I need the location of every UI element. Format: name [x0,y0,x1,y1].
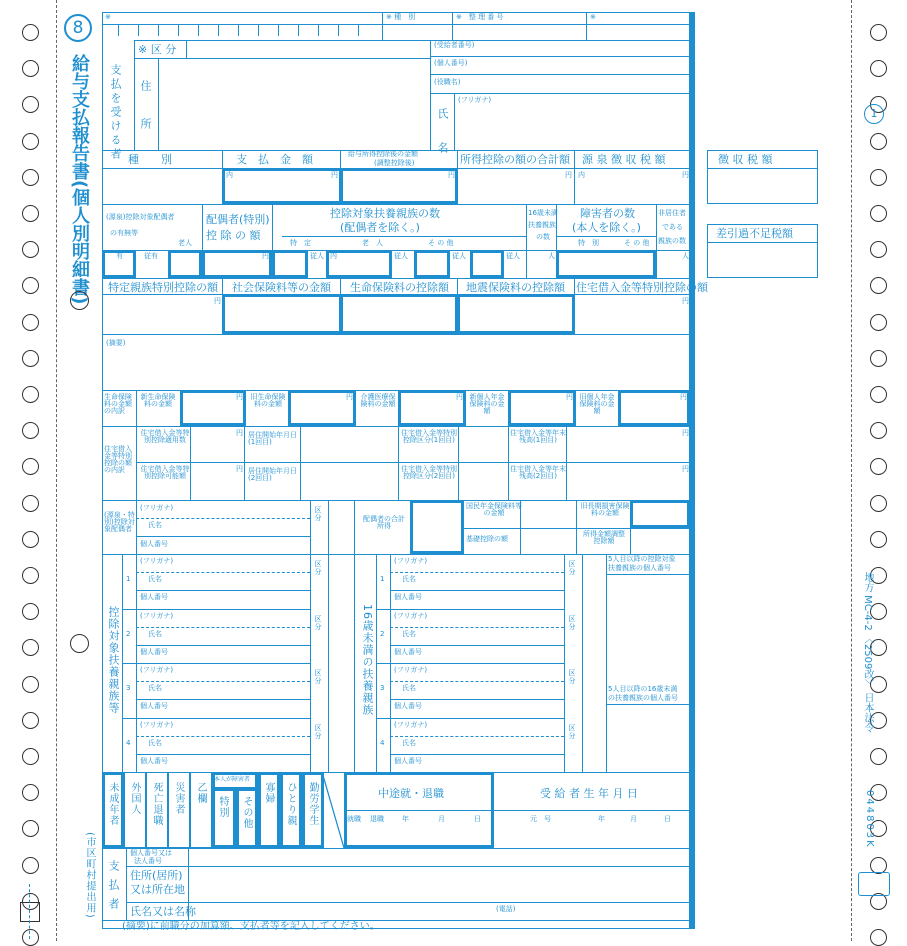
sprocket-hole [22,857,39,874]
name-label: 氏 名 [436,108,449,159]
sprocket-hole [22,422,39,439]
sprocket-hole [22,784,39,801]
en-housing-3: 円 [682,429,689,437]
dependents-right-group: 16歳未満の扶養親族 [361,604,374,716]
sprocket-hole [22,96,39,113]
sprocket-hole [870,133,887,150]
en-mark-3: 円 [565,171,572,179]
housing-start2: 居住開始年月日(2回目) [248,467,297,482]
u16-dash [390,572,564,573]
dep-number: 個人番号 [140,702,168,710]
en-mark-1: 円 [331,171,338,179]
rojin2-label: 老 人 [362,239,383,247]
gensen-header: 源 泉 徴 収 税 額 [582,153,666,166]
u16-furigana: (フリガナ) [394,666,428,674]
shakai-hoken-box[interactable] [222,294,342,334]
status-miseinen-label: 未成年者 [107,782,118,826]
en-ins-2: 円 [682,297,689,305]
jutai-mark: 従有 [144,252,158,260]
u16-header-1: 16歳未満 [528,209,558,217]
left-perforation [56,0,57,941]
form-title: 給与支払報告書(個人別明細書) [69,54,90,305]
birth-label: 受 給 者 生 年 月 日 [540,787,638,800]
note-over5-2: 扶養親族の個人番号 [608,564,671,572]
dep-dash [136,572,310,573]
copy-number-badge [864,104,884,124]
shakai-hoken-header: 社会保険料等の金額 [232,281,331,294]
dep-row-number: 2 [126,629,131,638]
haigusha-sub: の有無等 [110,229,138,237]
en-housing-1: 円 [236,429,243,437]
u16-kubun: 区分 [568,723,576,740]
payer-group: 支払者 [107,860,120,917]
status-gaikokujin-label: 外国人 [129,782,140,815]
sprocket-hole [870,314,887,331]
dep-row-number: 3 [126,684,131,692]
u16-kubun: 区分 [568,669,576,685]
u16-header-3: の数 [536,233,550,241]
publisher-logo-icon [858,872,890,896]
sprocket-hole [22,603,39,620]
shushoku-label: 就職 [347,815,361,823]
life-ins-group: 生命保険料の金額の内訳 [104,393,132,415]
dep-furigana: (フリガナ) [140,666,174,674]
tick-mark [358,24,359,36]
tick-mark [298,24,299,36]
dep-number: 個人番号 [140,593,168,601]
housing-start1: 居住開始年月日(1回目) [248,431,297,446]
tokutei-label: 特 定 [290,239,311,247]
sprocket-hole [22,567,39,584]
housing-kano-gaku: 住宅借入金等特別控除可能額 [140,465,190,480]
haigusha-tokubetsu-sub: 控 除 の 額 [206,229,261,242]
recipient-group-label: 支払を受ける者 [109,64,122,162]
shiharai-amount-box[interactable] [222,168,342,204]
kind-label: ※ 種 別 [386,13,416,21]
right-perforation [851,0,852,941]
spouse-gokei-shotoku: 配偶者の合計所得 [363,515,405,530]
dep-row-sep [122,718,310,719]
uchi-mark-dep: 内 [330,252,337,260]
housing-kubun1: 住宅借入金等特別控除区分(1回目) [401,429,457,444]
tick-mark [178,24,179,36]
sprocket-hole [22,350,39,367]
tekiyo-label: (摘要) [106,339,126,347]
kokumin-nenkin: 国民年金保険料等の金額 [466,502,522,517]
u16-row-number: 3 [380,684,385,692]
sprocket-hole [22,748,39,765]
dep-row-sep [122,609,310,610]
u16-line [390,645,564,646]
status-kinro-label: 勤労学生 [307,782,318,826]
u16-furigana: (フリガナ) [394,720,428,729]
status-hitorioya-label: ひとり親 [285,782,296,826]
dep-name: 氏名 [148,738,162,747]
note-over5-1: 5人目以降の控除対象 [608,555,676,563]
sprocket-hole [870,495,887,512]
housing-group: 住宅借入金等特別控除の額の内訳 [104,445,132,474]
sprocket-hole [22,169,39,186]
sprocket-hole [870,386,887,403]
en-ins-1: 円 [214,297,221,305]
sprocket-hole [22,676,39,693]
u16-furigana: (フリガナ) [394,611,428,620]
fuyo-sub: (配偶者を除く。) [340,221,420,234]
spouse-number: 個人番号 [140,540,168,548]
dep-dash [136,627,310,628]
u16-row-number: 1 [380,575,385,583]
payer-address-1: 住所(居所) [130,869,183,882]
form-number: 8 [72,18,84,38]
ju-mark-3: 従人 [452,252,466,260]
sprocket-hole [870,24,887,41]
status-kafu-label: 寡婦 [263,782,274,804]
dep-kubun: 区分 [314,560,322,576]
note-u16-2: の扶養親族の個人番号 [608,694,678,702]
shubetsu-header: 種 別 [128,153,172,166]
corner-marker-line [29,884,30,939]
sprocket-hole [22,241,39,258]
old-pension-label: 旧個人年金保険料の金額 [579,393,615,415]
hikyoju-1: 非居住者 [658,209,686,217]
rojin-label: 老人 [178,239,192,247]
u16-name: 氏名 [402,684,416,692]
sprocket-hole [870,748,887,765]
dep-line [136,645,310,646]
kyuyo-shotoku-box[interactable] [340,168,458,204]
shichoson-label: (市区町村提出用) [84,832,95,919]
dep-kubun: 区分 [314,669,322,685]
sonota2-label: そ の 他 [624,239,650,247]
u16-line [390,699,564,700]
shotoku-kojo-header: 所得控除の額の合計額 [460,153,570,166]
payer-address-2: 又は所在地 [130,883,185,896]
sprocket-hole [22,712,39,729]
star-mark-3: ※ [590,13,596,21]
nin-mark-1: 人 [548,252,555,260]
furigana-label: (フリガナ) [458,96,492,104]
jutaku-header: 住宅借入金等特別控除の額 [576,281,708,294]
tick-mark [238,24,239,36]
yakushoku-label: (役職名) [434,78,461,86]
en-housing-4: 円 [682,465,689,473]
u16-row-sep [376,609,564,610]
sprocket-hole [22,133,39,150]
ju-mark-2: 従人 [394,252,408,260]
sprocket-hole [870,458,887,475]
old-life-label: 旧生命保険料の金額 [250,393,286,408]
nin-mark-2: 人 [682,252,689,260]
status-otsu-label: 乙欄 [195,782,206,804]
spouse-furigana: (フリガナ) [140,504,174,512]
fuyo-header: 控除対象扶養親族の数 [330,207,440,220]
status-tokubetsu-label: 特別 [217,796,228,818]
honnin-shogai-box [212,772,258,790]
new-pension-label: 新個人年金保険料の金額 [469,393,505,415]
u16-dash [390,736,564,737]
en-housing-2: 円 [236,465,243,473]
dep-name: 氏名 [148,684,162,692]
u16-name: 氏名 [402,575,416,583]
dep-furigana: (フリガナ) [140,720,174,729]
tsuki-label-1: 月 [438,815,445,823]
shogai-header: 障害者の数 [580,207,635,220]
tsuki-label-2: 月 [630,815,637,823]
jishin-hoken-header: 地震保険料の控除額 [466,281,565,294]
payer-number-2: 法人番号 [134,857,162,865]
seimei-hoken-header: 生命保険料の控除額 [350,281,449,294]
sprocket-hole [870,350,887,367]
sonota-box[interactable] [414,250,450,278]
u16-header-2: 扶養親族 [528,221,556,229]
dep-number: 個人番号 [140,647,168,656]
sprocket-hole [870,60,887,77]
en-mark-4: 円 [682,171,689,179]
dep-kubun: 区分 [314,614,322,631]
dep-name: 氏名 [148,575,162,583]
nen-label-2: 年 [598,815,605,823]
sprocket-hole [22,495,39,512]
tokubetsu-label: 特 別 [578,239,599,247]
spouse-name: 氏名 [148,521,162,529]
dep-dash [136,736,310,737]
dep-line [136,699,310,700]
seimei-hoken-box[interactable] [340,294,458,334]
sprocket-hole [870,422,887,439]
hikyoju-2: である [662,223,683,231]
u16-dash [390,627,564,628]
kiso-kojo: 基礎控除の額 [466,535,508,543]
spouse-kubun: 区分 [314,506,322,522]
old-choki: 旧長期損害保険料の金額 [580,502,630,517]
dep-line [136,590,310,591]
tick-mark [158,24,159,36]
en-life-5: 円 [680,393,687,401]
form-number-badge [64,14,92,42]
nen-label-1: 年 [402,815,409,823]
u16-row-sep [376,663,564,664]
status-shibo-label: 死亡退職 [151,782,162,826]
shogai-sub: (本人を除く。) [572,221,641,234]
dep-furigana: (フリガナ) [140,611,174,620]
old-choki-box[interactable] [630,500,690,528]
sprocket-hole [22,639,39,656]
u16-furigana: (フリガナ) [394,557,428,565]
housing-tekiyo-su: 住宅借入金等特別控除適用数 [140,429,190,444]
u16-row-sep [376,718,564,719]
u16-number: 個人番号 [394,756,422,765]
sprocket-hole [870,277,887,294]
corner-marker [20,902,40,922]
tick-mark [258,24,259,36]
en-life-1: 円 [236,393,243,401]
new-life-label: 新生命保険料の金額 [140,393,176,408]
spouse-shotoku-box[interactable] [410,500,464,554]
slash-divider [322,772,344,848]
sprocket-hole [22,60,39,77]
dep-furigana: (フリガナ) [140,557,174,565]
sprocket-hole [22,820,39,837]
payer-tel: (電話) [496,905,516,913]
tick-mark [138,24,139,36]
dep-row-sep [122,663,310,664]
sprocket-hole [22,24,39,41]
shiharai-header: 支 払 金 額 [236,153,313,166]
housing-zandaka1: 住宅借入金等年末残高(1回目) [510,429,566,444]
payer-number-1: 個人番号又は [130,849,172,857]
star-mark: ※ [105,13,111,21]
dep-row-number: 4 [126,738,131,747]
u16-line [390,590,564,591]
u16-box[interactable] [470,250,504,278]
u16-row-number: 2 [380,629,385,638]
sprocket-hole [22,277,39,294]
sprocket-hole [870,929,887,946]
en-life-2: 円 [346,393,353,401]
hi-label-2: 日 [664,815,671,823]
dep-number: 個人番号 [140,756,168,765]
sonota-label: そ の 他 [428,239,454,247]
footer-note: (摘要)に前職分の加算額、支払者等を記入してください。 [122,921,380,932]
u16-row-number: 4 [380,738,385,747]
choshu-label: 徴 収 税 額 [718,153,773,166]
sprocket-hole [870,241,887,258]
housing-zandaka2: 住宅借入金等年末残高(2回目) [510,465,566,480]
product-code: 044803K [864,790,875,849]
sprocket-hole [870,169,887,186]
housing-kubun2: 住宅借入金等特別控除区分(2回目) [401,465,457,480]
u16-dash [390,681,564,682]
personal-number-label: (個人番号) [434,59,468,67]
binding-hole-bottom [70,634,89,653]
note-u16-1: 5人目以降の16歳未満 [608,685,678,693]
en-mark-2: 円 [448,171,455,179]
tick-mark [218,24,219,36]
u16-name: 氏名 [402,738,416,747]
tick-mark [338,24,339,36]
dep-dash [136,681,310,682]
sprocket-hole [870,205,887,222]
tick-mark [318,24,319,36]
sprocket-hole [22,386,39,403]
sabiki-label: 差引過不足税額 [716,227,793,240]
dep-line [136,754,310,755]
ari-mark: 有 [116,252,123,260]
chuto-label: 中途就・退職 [378,787,444,800]
binding-hole-top [70,291,89,310]
side-code: 地方 MC-4-2 〈2509改〉 日本法令 [862,572,873,733]
en-life-4: 円 [566,393,573,401]
address-label: 住 所 [139,80,152,137]
hikyoju-3: 親族の数 [658,237,686,245]
sprocket-hole [22,205,39,222]
tick-mark [278,24,279,36]
kyuyo-shotoku-sub: (調整控除後) [374,159,415,167]
tick-mark [118,24,119,36]
sprocket-hole [22,314,39,331]
kyuyo-shotoku-header: 給与所得控除後の金額 [348,150,418,158]
care-label: 介護医療保険料の金額 [360,393,396,408]
taishoku-label: 退職 [370,815,384,823]
u16-kubun: 区分 [568,560,576,576]
gengo-label: 元 号 [530,815,551,823]
en-mark-dep: 円 [262,252,269,260]
ju-mark-4: 従人 [506,252,520,260]
shotoku-kingaku: 所得金額調整控除額 [583,530,625,545]
sprocket-hole [22,929,39,946]
haigusha-tokubetsu-header: 配偶者(特別) [206,213,270,226]
u16-number: 個人番号 [394,593,422,601]
seiri-bango-label: ※ 整 理 番 号 [456,13,504,21]
payer-name: 氏名又は名称 [130,905,196,918]
hi-label-1: 日 [474,815,481,823]
sprocket-hole [22,531,39,548]
tick-mark [198,24,199,36]
u16-kubun: 区分 [568,614,576,631]
uchi-mark: 内 [226,171,233,179]
dep-row-number: 1 [126,575,131,583]
u16-number: 個人番号 [394,702,422,710]
dep-kubun: 区分 [314,723,322,740]
tokutei-box[interactable] [272,250,308,278]
shogai-box[interactable] [556,250,656,278]
rojin-box[interactable] [168,250,202,278]
haigusha-header: (源泉)控除対象配偶者 [106,213,175,221]
spouse-group: (源泉・特別)控除対象配偶者 [104,511,135,533]
tokutei-shinzoku-header: 特定親族特別控除の額 [108,281,218,294]
en-life-3: 円 [456,393,463,401]
u16-line [390,754,564,755]
dependents-left-group: 控除対象扶養親族等 [107,606,120,714]
u16-number: 個人番号 [394,647,422,656]
u16-name: 氏名 [402,629,416,638]
copy-number: 1 [870,107,878,120]
uchi-mark-2: 内 [578,171,585,179]
kubun-label: ※ 区 分 [138,43,177,56]
status-saigai-label: 災害者 [173,782,184,815]
status-sonota-label: その他 [241,796,252,829]
honnin-shogai-label: 本人が障害者 [214,776,251,783]
sprocket-hole [870,531,887,548]
juka-number-label: (受給者番号) [434,41,475,49]
jishin-hoken-box[interactable] [457,294,575,334]
ju-mark-1: 従人 [310,252,324,260]
dep-name: 氏名 [148,629,162,638]
sprocket-hole [22,458,39,475]
